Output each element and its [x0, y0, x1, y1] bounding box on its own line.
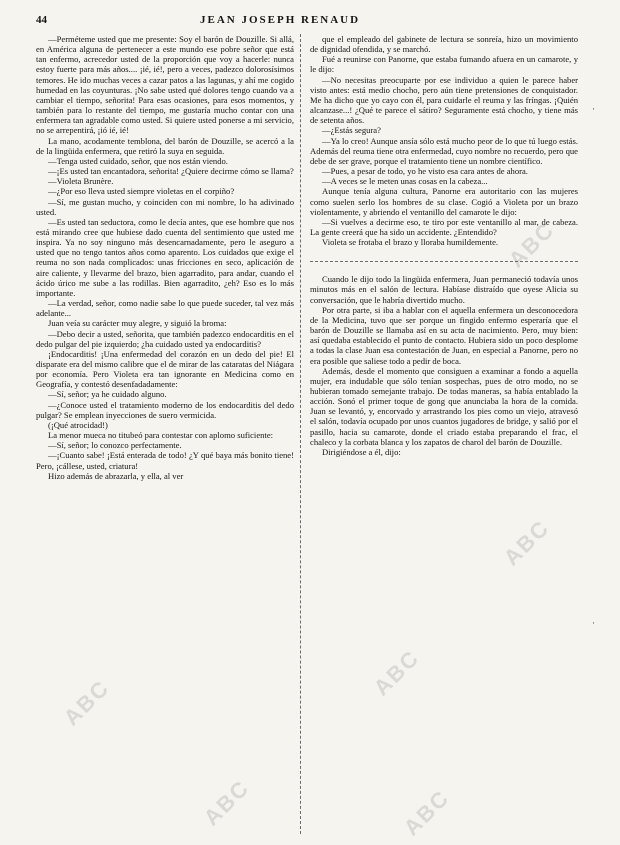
watermark: ABC [503, 216, 560, 273]
section-divider [310, 261, 578, 262]
right-column [310, 34, 578, 834]
paragraph: —¡Cuanto sabe! ¡Está enterada de todo! ¿Y qué baya más bonito tiene! Pero, ¡cállese, usted, criatura! [36, 450, 294, 471]
running-title: JEAN JOSEPH RENAUD [200, 14, 361, 26]
paragraph: —A veces se le meten unas cosas en la cabeza... [322, 176, 488, 187]
paragraph: —Violeta Brunère. [48, 176, 114, 187]
page-number: 44 [36, 14, 47, 26]
paragraph: —Sí, señor; ya he cuidado alguno. [48, 389, 167, 400]
paragraph: —¿Por eso lleva usted siempre violetas en el corpiño? [48, 186, 235, 197]
paragraph: Dirigiéndose a él, dijo: [322, 446, 401, 457]
paragraph: —Sí, me gustan mucho, y coinciden con mi nombre, lo ha adivinado usted. [36, 196, 294, 217]
paragraph: que el empleado del gabinete de lectura se sonreía, hizo un movimiento de dignidad ofendida, y se marchó. [310, 34, 578, 55]
watermark: ABC [368, 644, 425, 701]
paragraph: Además, desde el momento que consiguen a examinar a fondo a aquella mujer, era indudable que sólo tenían sospechas, pues de otro modo, no se hubieran tomado semejante trabajo. De todas maneras, sa había entablado la acción. Sonó el primer toque de gong que anunciaba la hora de la comida. Juan se levantó, y, encorvado y arrastrando los pies como un viejo, atravesó el salón, todavía ocupado por unos cuantos jugadores de bridge, y salió por el pasillo, hacia su camarote, donde el criado estaba preparando el frac, el chaleco y la corbata blanca y los zapatos de charol del barón de Douzille. [310, 365, 578, 447]
paragraph: Fué a reunirse con Panorne, que estaba fumando afuera en un camarote, y le dijo: [310, 54, 578, 75]
paragraph: —Debo decir a usted, señorita, que también padezco endocarditis en el dedo pulgar del pie izquierdo; ¿ha cuidado usted ya endocarditis? [36, 328, 294, 349]
paragraph: Violeta se frotaba el brazo y lloraba humildemente. [322, 237, 499, 248]
paragraph: —Sí, señor; lo conozco perfectamente. [48, 440, 182, 451]
paragraph: Juan veía su carácter muy alegre, y siguió la broma: [48, 318, 227, 329]
paragraph: ¡Endocarditis! ¡Una enfermedad del corazón en un dedo del pie! El disparate era del mismo calibre que el de mirar de las cataratas del Niágara por economía. Pero Violeta era tan ignorante en Medicina como en Geografía, y contestó desenfadadamente: [36, 348, 294, 390]
paragraph: Aunque tenía alguna cultura, Panorne era autoritario con las mujeres como suelen serlo los hombres de su clase. Cogió a Violeta por un brazo violentamente, y abriendo el ventanillo del camarote le dijo: [310, 186, 578, 217]
margin-mark: · [592, 104, 595, 114]
paragraph: —Ya lo creo! Aunque ansía sólo está mucho peor de lo que tú luego estás. Además del reuma tiene otra enfermedad, cuyo nombre no recuerdo, pero que debe de ser grave, porque el tratamiento tiene un nombre científico. [310, 135, 578, 166]
paragraph: Cuando le dijo todo la lingüida enfermera, Juan permaneció todavía unos minutos más en el salón de lectura. Habíase distraído que oyese Alicia su conversación, que le habría divertido mucho. [310, 274, 578, 305]
watermark: ABC [198, 774, 255, 831]
column-divider [300, 34, 301, 834]
watermark: ABC [398, 784, 455, 841]
paragraph: La mano, acodamente temblona, del barón de Douzille, se acercó a la de la lingüida enfermera, que retiró la suya en seguida. [36, 135, 294, 156]
paragraph: —¿Estás segura? [322, 125, 381, 136]
paragraph: —Si vuelves a decirme eso, te tiro por este ventanillo al mar, de cabeza. La gente creerá que ha sido un accidente. ¿Entendido? [310, 216, 578, 237]
paragraph: —La verdad, señor, como nadie sabe lo que puede suceder, tal vez más adelante... [36, 298, 294, 319]
paragraph: —No necesitas preocuparte por ese individuo a quien le parece haber visto antes: está medio chocho, pero aún tiene pretensiones de conquistador. Me ha dicho que yo cayo con él, para cuidarle el reuma y las fríngas. ¡Quién alcanzase...! ¿Qué te parece el sátiro? Seguramente está chocho, y tiene más de setenta años. [310, 74, 578, 126]
paragraph: —Tenga usted cuidado, señor, que nos están viendo. [48, 155, 228, 166]
left-column [36, 34, 294, 834]
paragraph: —¿Conoce usted el tratamiento moderno de los endocarditis del dedo pulgar? Se emplean inyecciones de suero vermicida. [36, 399, 294, 420]
margin-mark: · [592, 618, 595, 628]
paragraph: —¡Es usted tan encantadora, señorita! ¿Quiere decirme cómo se llama? [48, 166, 294, 177]
paragraph: Por otra parte, si iba a hablar con el aquella enfermera un desconocedora de la Medicina, tuvo que ser porque un fingido enfermo esperaría que el barón de Douzille se llamaba así en su acta de nacimiento. Pero, muy bien: así quedaba establecido el punto de contacto. Hubiera sido un poco desplome a todas la clase Juan esa contestación de Juan, en especial a Panorne, pero no era posible que saliese todo a pedir de boca. [310, 304, 578, 366]
watermark: ABC [58, 674, 115, 731]
paragraph: —Es usted tan seductora, como le decía antes, que ese hombre que nos está mirando cree que hubiese dado cuenta del sentimiento que usted me inspira. Ya no soy ninguno más desencarnadamente, pero le aseguro a usted que no tengo tantos años como aparento. Los cuidados que exige el reuma no son nada complicados: unas fricciones en seco, aplicación de aire caliente, y llevarme del brazo, bien agarradito, para andar, cuando el ácido úrico me sube a las rodillas. Bien agarradito, ¿eh? Eso es lo más importante. [36, 216, 294, 298]
paragraph: —Perméteme usted que me presente: Soy el barón de Douzille. Si allá, en América alguna de pertenecer a este mundo ese pobre señor que está tan enfermo, acrecedor usted de la proporción que voy a hacerle: nunca estoy fuerte para más años.... ¡ié, ié!, pero a veces, padezco dolorosísimos temores. He ido muchas veces a cazar patos a las lagunas, y ahí me cogido humedad en las coyunturas. ¡No sabe usted qué dolores tengo cuando va a cambiar el tiempo, señorita! Para esas ocasiones, para esos momentos, y también para lo restante del tiempo, me gustaría mucho contar con una enfermera tan agradable como usted. Si quiere usted ponerse a mi servicio, no se arrepentirá, ¡ió ié, ié! [36, 34, 294, 136]
paragraph: —Pues, a pesar de todo, yo he visto esa cara antes de ahora. [322, 166, 528, 177]
paragraph: (¡Qué atrocidad!) [48, 419, 108, 430]
paragraph: La menor mueca no titubeó para contestar con aplomo suficiente: [48, 430, 274, 441]
paragraph: Hizo además de abrazarla, y ella, al ver [48, 470, 184, 481]
watermark: ABC [498, 514, 555, 571]
